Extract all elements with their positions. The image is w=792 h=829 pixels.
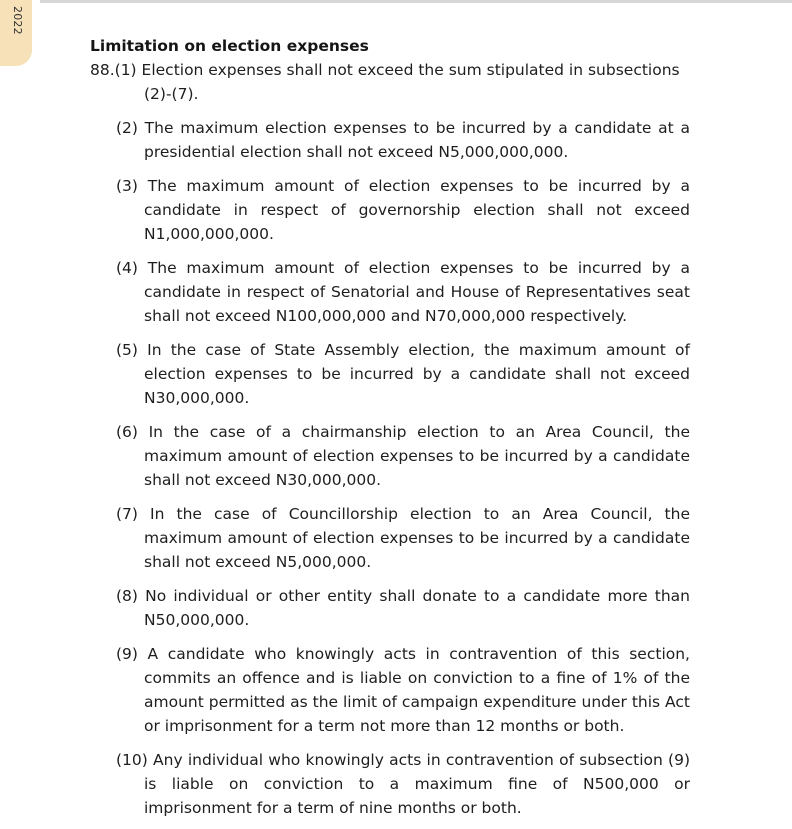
subsection-3: (3) The maximum amount of election expenses to be incurred by a candidate in respect of governorship election shall not exceed N1,000,000,000. <box>116 177 690 243</box>
section-content <box>90 34 690 820</box>
section-heading: Limitation on election expenses <box>90 37 369 55</box>
subsection-4: (4) The maximum amount of election expenses to be incurred by a candidate in respect of Senatorial and House of Representatives seat shall not exceed N100,000,000 and N70,000,000 respectively. <box>116 259 690 325</box>
subsection-7: (7) In the case of Councillorship election to an Area Council, the maximum amount of election expenses to be incurred by a candidate shall not exceed N5,000,000. <box>116 505 690 571</box>
margin-year-tab <box>0 0 32 66</box>
subsection-5: (5) In the case of State Assembly election, the maximum amount of election expenses to be incurred by a candidate shall not exceed N30,000,000. <box>116 341 690 407</box>
subsection-8: (8) No individual or other entity shall donate to a candidate more than N50,000,000. <box>116 587 690 629</box>
subsection-2: (2) The maximum election expenses to be incurred by a candidate at a presidential election shall not exceed N5,000,000,000. <box>116 119 690 161</box>
margin-year-label: 2022 <box>11 6 24 35</box>
subsection-6: (6) In the case of a chairmanship election to an Area Council, the maximum amount of election expenses to be incurred by a candidate shall not exceed N30,000,000. <box>116 423 690 489</box>
top-rule <box>40 0 792 3</box>
subsection-10: (10) Any individual who knowingly acts in contravention of subsection (9) is liable on conviction to a maximum fine of N500,000 or imprisonment for a term of nine months or both. <box>116 751 690 817</box>
subsection-9: (9) A candidate who knowingly acts in contravention of this section, commits an offence and is liable on conviction to a fine of 1% of the amount permitted as the limit of campaign expenditure under this Act or imprisonment for a term not more than 12 months or both. <box>116 645 690 735</box>
section-main-clause: 88.(1) Election expenses shall not exceed the sum stipulated in subsections (2)-(7). <box>90 61 680 103</box>
